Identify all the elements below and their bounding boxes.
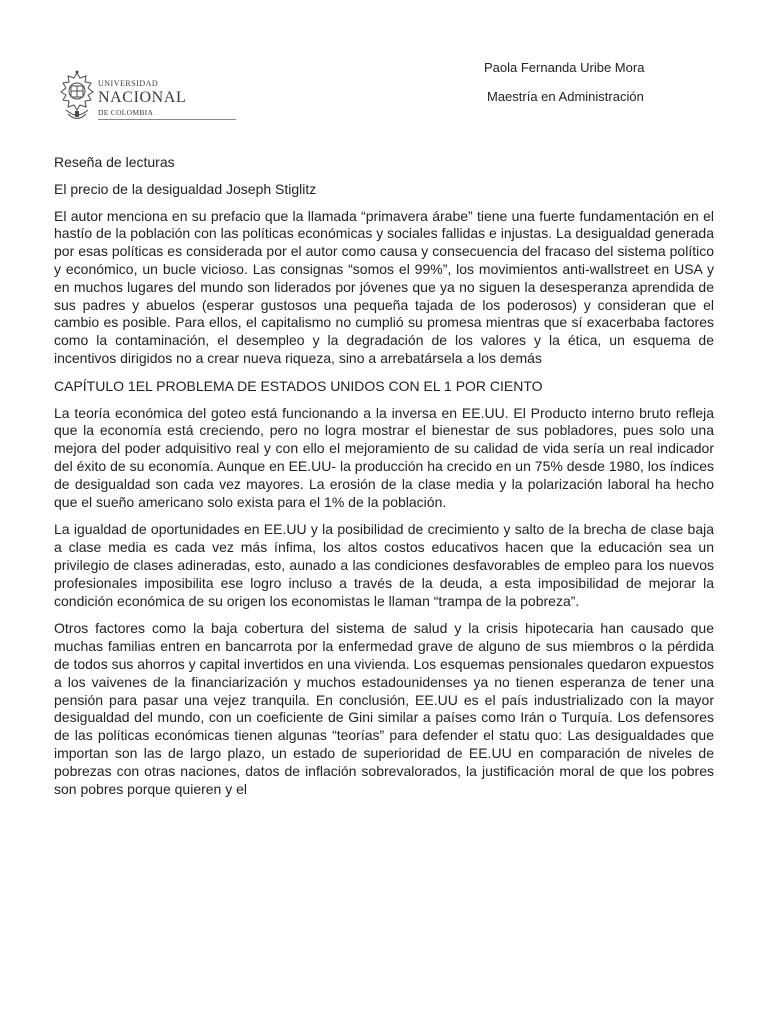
book-title: El precio de la desigualdad Joseph Stiglitz: [54, 180, 317, 197]
chapter-paragraph: La teoría económica del goteo está funcionando a la inversa en EE.UU. El Producto interno bruto refleja que la economía está creciendo, pero no logra mostrar el bienestar de sus pobladores, pues solo una mejora del poder adquisitivo real y con ello el mejoramiento de su calidad de vida sería un real indicador del éxito de su economía. Aunque en EE.UU- la producción ha crecido en un 75% desde 1980, los índices de desigualdad son cada vez mayores. La erosión de la clase media y la polarización laboral ha hecho que el sueño americano solo exista para el 1% de la población.: [54, 404, 714, 510]
chapter-paragraph: Otros factores como la baja cobertura del sistema de salud y la crisis hipotecaria han causado que muchas familias entren en bancarrota por la enfermedad grave de alguno de sus miembros o la pérdida de todos sus ahorros y capital invertidos en una vivienda. Los esquemas pensionales quedaron expuestos a los vaivenes de la financiarización y muchos estadounidenses ya no tienen esperanza de tener una pensión para pasar una vejez tranquila. En conclusión, EE.UU es el país industrializado con la mayor desigualdad del mundo, con un coeficiente de Gini similar a países como Irán o Turquía. Los defensores de las políticas económicas tienen algunas “teorías” para defender el statu quo: Las desigualdades que importan son las de largo plazo, un estado de superioridad de EE.UU en comparación de niveles de pobrezas con otras naciones, datos de inflación sobrevalorados, la justificación moral de que los pobres son pobres porque quieren y el: [54, 620, 714, 797]
document-body: [54, 154, 714, 808]
university-name: [98, 80, 186, 117]
intro-paragraph: El autor menciona en su prefacio que la llamada “primavera árabe” tiene una fuerte fundamentación en el hastío de la población con las políticas económicas y sociales fallidas e injustas. La desigualdad generada por esas políticas es considerada por el autor como causa y consecuencia del fracaso del sistema político y económico, un bucle vicioso. Las consignas “somos el 99%”, los movimientos anti-wallstreet en USA y en muchos lugares del mundo son liderados por jóvenes que ya no siguen la desesperanza aprendida de sus padres y abuelos (esperar gustosos una pequeña tajada de los poderosos) y consideran que el cambio es posible. Para ellos, el capitalismo no cumplió su promesa mientras que sí exacerbaba factores como la contaminación, el desempleo y la degradación de los valores y la ética, un esquema de incentivos dirigidos no a crear nueva riqueza, sino a arrebatársela a los demás: [54, 207, 714, 366]
logo-line-universidad: UNIVERSIDAD: [98, 79, 159, 88]
author-name: Paola Fernanda Uribe Mora: [484, 60, 645, 75]
logo-line-nacional: NACIONAL: [98, 89, 187, 106]
logo-line-colombia: DE COLOMBIA: [98, 108, 154, 117]
chapter-title: CAPÍTULO 1EL PROBLEMA DE ESTADOS UNIDOS CON EL 1 POR CIENTO: [54, 377, 543, 394]
chapter-paragraph: La igualdad de oportunidades en EE.UU y la posibilidad de crecimiento y salto de la brecha de clase baja a clase media es cada vez más ínfima, los altos costos educativos hacen que la educación sea un privilegio de clases adineradas, esto, aunado a las condiciones desfavorables de empleo para los nuevos profesionales imposibilita ese logro incluso a través de la deuda, a esta imposibilidad de mejorar la condición económica de su origen los economistas le llaman “trampa de la pobreza”.: [54, 521, 714, 609]
logo-underline: [98, 119, 236, 120]
document-heading: Reseña de lecturas: [54, 154, 175, 170]
program-name: Maestría en Administración: [487, 89, 644, 104]
university-logo: [58, 70, 188, 128]
university-crest-icon: [58, 70, 96, 126]
